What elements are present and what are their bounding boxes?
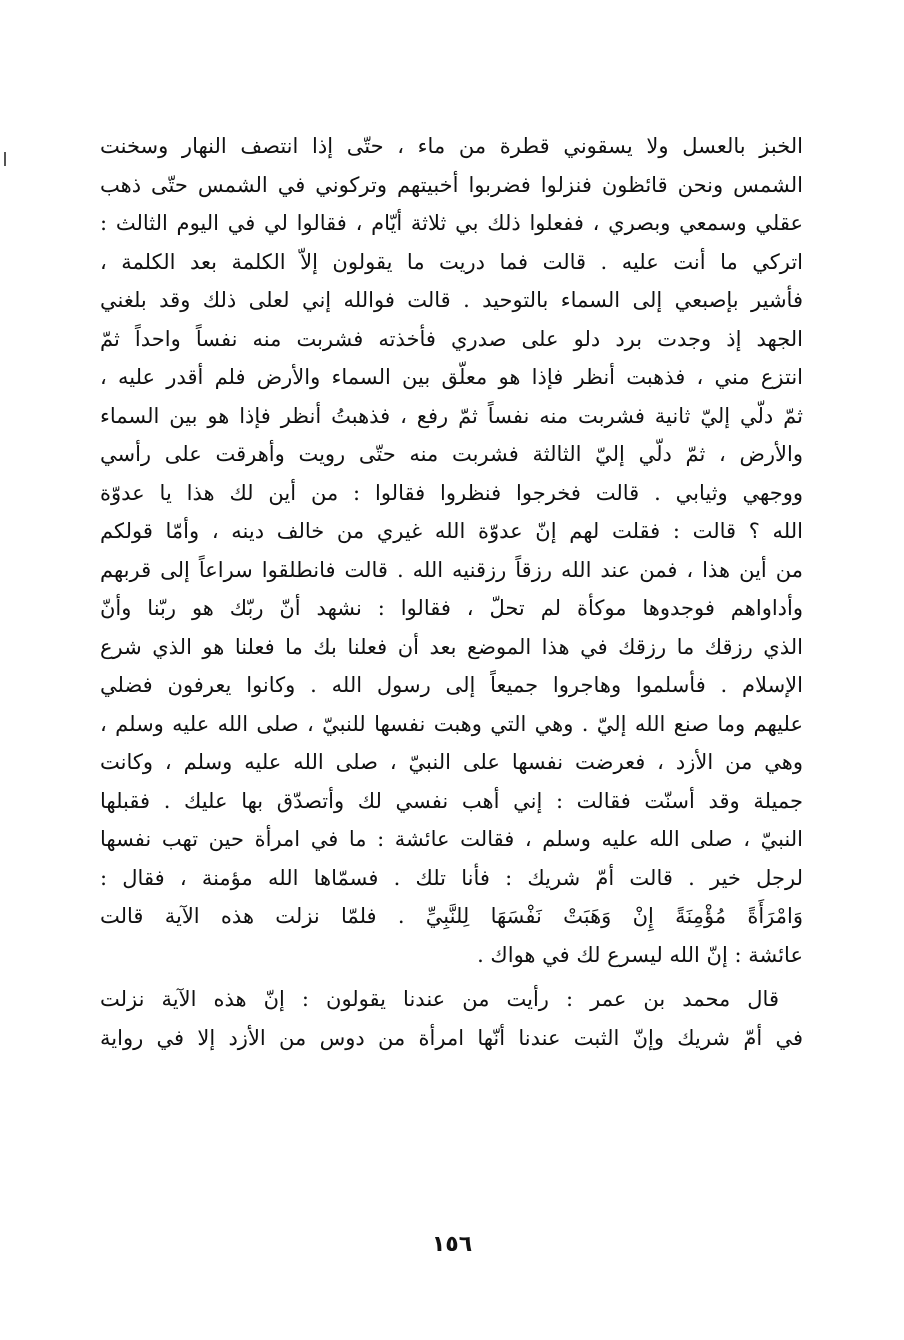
text-line: وَامْرَأَةً مُؤْمِنَةً إِنْ وَهَبَتْ نَفْسَهَا لِلنَّبِيِّ . فلمّا نزلت هذه الآية قالت xyxy=(100,904,803,928)
paragraph-1 xyxy=(100,127,803,974)
body-text xyxy=(100,127,803,1057)
text-line: الذي رزقك ما رزقك في هذا الموضع بعد أن فعلنا بك ما فعلنا هو الذي شرع xyxy=(100,634,803,659)
text-line: في أمّ شريك وإنّ الثبت عندنا أنّها امرأة من دوس من الأزد إلا في رواية xyxy=(100,1025,803,1050)
text-line: جميلة وقد أسنّت فقالت : إني أهب نفسي لك وأتصدّق بها عليك . فقبلها xyxy=(100,788,803,813)
margin-mark xyxy=(4,152,6,166)
text-line: الإسلام . فأسلموا وهاجروا جميعاً إلى رسول الله . وكانوا يعرفون فضلي xyxy=(100,673,803,697)
text-line: الخبز بالعسل ولا يسقوني قطرة من ماء ، حتّى إذا انتصف النهار وسخنت xyxy=(100,134,803,158)
text-line: قال محمد بن عمر : رأيت من عندنا يقولون : إنّ هذه الآية نزلت xyxy=(100,987,779,1011)
text-line: فأشير بإصبعي إلى السماء بالتوحيد . قالت فوالله إني لعلى ذلك وقد بلغني xyxy=(100,288,803,312)
paragraph-2 xyxy=(100,980,803,1057)
text-line: وأداواهم فوجدوها موكأة لم تحلّ ، فقالوا : نشهد أنّ ربّك هو ربّنا وأنّ xyxy=(100,596,803,620)
text-line: انتزع مني ، فذهبت أنظر فإذا هو معلّق بين السماء والأرض فلم أقدر عليه ، xyxy=(100,365,803,389)
text-line: عائشة : إنّ الله ليسرع لك في هواك . xyxy=(477,942,803,967)
text-line: ووجهي وثيابي . قالت فخرجوا فنظروا فقالوا : من أين لك هذا يا عدوّة xyxy=(100,480,803,505)
text-line: لرجل خير . قالت أمّ شريك : فأنا تلك . فسمّاها الله مؤمنة ، فقال : xyxy=(100,865,803,890)
text-line: اتركي ما أنت عليه . قالت فما دريت ما يقولون إلاّ الكلمة بعد الكلمة ، xyxy=(100,249,803,274)
text-line: عليهم وما صنع الله إليّ . وهي التي وهبت نفسها للنبيّ ، صلى الله عليه وسلم ، xyxy=(100,711,803,736)
text-line: من أين هذا ، فمن عند الله رزقاً رزقنيه الله . قالت فانطلقوا سراعاً إلى قربهم xyxy=(100,557,803,582)
page-number: ١٥٦ xyxy=(431,1232,473,1257)
text-line: النبيّ ، صلى الله عليه وسلم ، فقالت عائشة : ما في امرأة حين تهب نفسها xyxy=(100,827,803,851)
text-line: عقلي وسمعي وبصري ، ففعلوا ذلك بي ثلاثة أيّام ، فقالوا لي في اليوم الثالث : xyxy=(100,211,803,235)
text-line: وهي من الأزد ، فعرضت نفسها على النبيّ ، صلى الله عليه وسلم ، وكانت xyxy=(100,750,803,774)
text-line: ثمّ دلّي إليّ ثانية فشربت منه نفساً ثمّ رفع ، فذهبتُ أنظر فإذا هو بين السماء xyxy=(100,403,803,428)
text-line: الله ؟ قالت : فقلت لهم إنّ عدوّة الله غيري من خالف دينه ، وأمّا قولكم xyxy=(100,519,803,543)
text-line: والأرض ، ثمّ دلّي إليّ الثالثة فشربت منه حتّى رويت وأهرقت على رأسي xyxy=(100,442,803,466)
text-line: الشمس ونحن قائظون فنزلوا فضربوا أخبيتهم وتركوني في الشمس حتّى ذهب xyxy=(100,172,803,197)
text-line: الجهد إذ وجدت برد دلو على صدري فأخذته فشربت منه نفساً واحداً ثمّ xyxy=(100,326,803,351)
